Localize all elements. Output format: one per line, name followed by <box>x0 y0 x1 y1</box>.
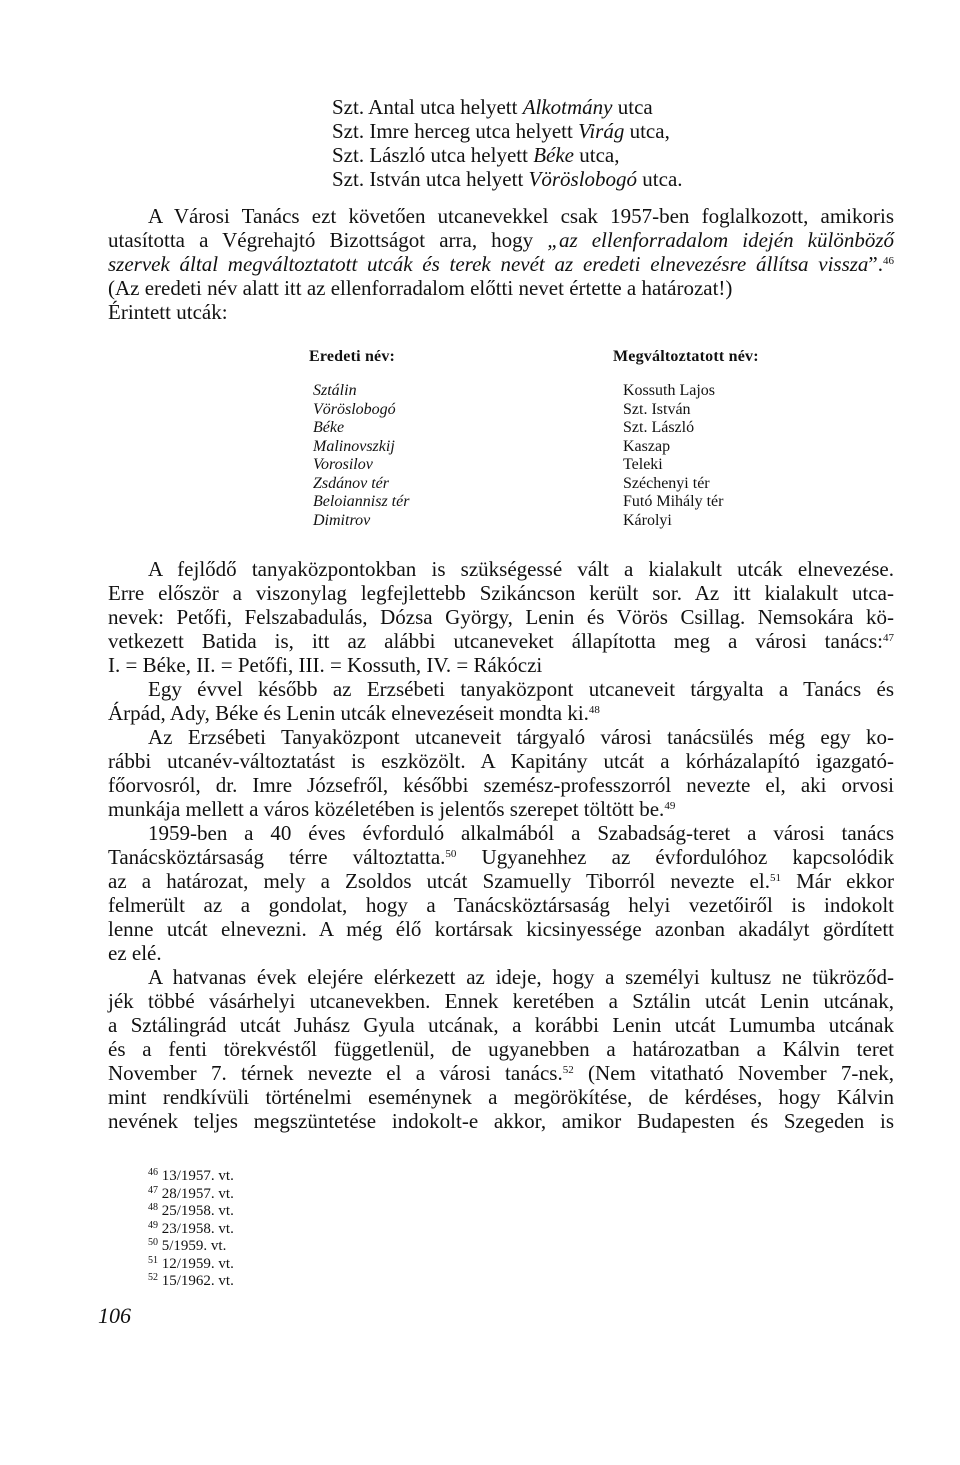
footnote: $^{46}$ 13/1957. vt. <box>148 1167 234 1184</box>
text-line: utasította a Végrehajtó Bizottságot arra, hogy „az ellenforradalom idején különböző <box>108 228 894 252</box>
footnote: $^{49}$ 23/1958. vt. <box>148 1219 234 1237</box>
footnotes <box>148 1168 234 1291</box>
footnote: $^{48}$ 25/1958. vt. <box>148 1202 234 1219</box>
text-line: A hatvanas évek elejére elérkezett az ideje, hogy a személyi kultusz ne tükröződ- <box>148 965 894 989</box>
table-cell: Szt. László <box>623 419 695 436</box>
text-line: mint rendkívüli történelmi eseménynek a megörökítése, de kérdéses, hogy Kálvin <box>108 1085 894 1109</box>
table-cell: Sztálin <box>313 382 357 399</box>
original-names-column <box>313 382 409 530</box>
text-line: nevének teljes megszüntetése indokolt-e akkor, amikor Budapesten és Szegeden is <box>108 1109 894 1133</box>
text-line: jék többé vásárhelyi utcanevekben. Ennek keretében a Sztálin utcát Lenin utcának, <box>108 989 894 1013</box>
footnote-ref: 52 <box>562 1064 574 1076</box>
text-line: szervek által megváltoztatott utcák és terek nevét az eredeti elnevezésre állítsa vissza”.$^{46}$ <box>108 252 894 276</box>
page-number: 106 <box>98 1303 131 1328</box>
text-line: a Sztálingrád utcát Juhász Gyula utcának, a korábbi Lenin utcát Lumumba utcának <box>108 1013 894 1037</box>
table-cell: Vorosilov <box>313 456 373 473</box>
footnote: $^{50}$ 5/1959. vt. <box>148 1237 227 1254</box>
text-line: I. = Béke, II. = Petőfi, III. = Kossuth, IV. = Rákóczi <box>108 653 543 677</box>
table-cell: Béke <box>313 419 345 436</box>
table-cell: Szt. István <box>623 400 691 418</box>
text-line: A fejlődő tanyaközpontokban is szükségessé vált a kialakult utcák elnevezése. <box>148 557 894 581</box>
list-item: Szt. Imre herceg utca helyett Virág utca, <box>332 119 670 143</box>
footnote-ref: 48 <box>588 704 600 716</box>
text-line: November 7. térnek nevezte el a városi tanács.$^{52}$ (Nem vitatható November 7-nek, <box>108 1061 894 1085</box>
text-line: Erre először a viszonylag legfejlettebb Szikáncson került sor. Az itt kialakult utca- <box>108 581 894 605</box>
footnote-ref: 46 <box>883 255 894 267</box>
text-line: az a határozat, mely a Zsoldos utcát Szamuelly Tiborról nevezte el.$^{51}$ Már ekkor <box>108 869 894 893</box>
footnote-ref: 47 <box>883 632 894 644</box>
footnote: $^{52}$ 15/1962. vt. <box>148 1272 234 1289</box>
table-cell: Kossuth Lajos <box>623 382 715 399</box>
footnote-ref: 50 <box>445 848 457 860</box>
text-line: Tanácsköztársaság térre változtatta.$^{50}$ Ugyanehhez az évfordulóhoz kapcsolódik <box>108 845 894 869</box>
changed-names-column <box>623 382 723 530</box>
text-line: munkája mellett a város közéletében is jelentős szerepet töltött be.$^{49}$ <box>108 797 676 821</box>
text-line: Egy évvel később az Erzsébeti tanyaközpont utcaneveit tárgyalta a Tanács és <box>148 677 894 701</box>
table-cell: Futó Mihály tér <box>623 493 724 510</box>
text-line: felmerült az a gondolat, hogy a Tanácsköztársaság helyi vezetőiről is indokolt <box>108 893 894 917</box>
list-item: Szt. István utca helyett Vöröslobogó utca. <box>332 167 683 191</box>
text-line: (Az eredeti név alatt itt az ellenforradalom előtti nevet értette a határozat!) <box>108 276 733 300</box>
footnote: $^{51}$ 12/1959. vt. <box>148 1254 234 1272</box>
table-cell: Károlyi <box>623 511 672 529</box>
table-cell: Beloiannisz tér <box>313 493 410 510</box>
table-cell: Dimitrov <box>313 511 371 529</box>
text-line: 1959-ben a 40 éves évforduló alkalmából a Szabadság-teret a városi tanács <box>148 821 894 845</box>
column-header-original: Eredeti név: <box>309 348 396 365</box>
text-line: lenne utcát elnevezni. A még élő kortársak kicsinyessége azonban akadályt gördített <box>108 917 894 941</box>
list-item: Szt. László utca helyett Béke utca, <box>332 143 620 167</box>
column-header-changed: Megváltoztatott név: <box>613 348 759 365</box>
text-line: Árpád, Ady, Béke és Lenin utcák elnevezéseit mondta ki.$^{48}$ <box>108 701 600 725</box>
table-cell: Teleki <box>623 456 663 473</box>
text-line: ez elé. <box>108 941 162 965</box>
text-line: Az Erzsébeti Tanyaközpont utcaneveit tárgyaló városi tanácsülés még egy ko- <box>148 725 894 749</box>
table-cell: Széchenyi tér <box>623 474 710 492</box>
footnote: $^{47}$ 28/1957. vt. <box>148 1184 234 1202</box>
text-line: főorvosról, dr. Imre Józsefről, későbbi szemész-professzorról nevezte el, aki orvosi <box>108 773 894 797</box>
table-cell: Zsdánov tér <box>313 474 389 492</box>
text-line: rábbi utcanév-változtatást is eszközölt. A Kapitány utcát a kórházalapító igazgató- <box>108 749 894 773</box>
footnote-ref: 49 <box>664 800 676 812</box>
text-line: Érintett utcák: <box>108 300 228 324</box>
text-line: vetkezett Batida is, itt az alábbi utcaneveket állapította meg a városi tanács:$^{47}$ <box>108 629 894 653</box>
footnote-ref: 51 <box>769 872 781 884</box>
text-line: nevek: Petőfi, Felszabadulás, Dózsa György, Lenin és Vörös Csillag. Nemsokára kö- <box>108 605 894 629</box>
table-cell: Malinovszkij <box>313 437 395 455</box>
table-cell: Kaszap <box>623 437 671 455</box>
text-line: és a fenti törekvéstől függetlenül, de ugyanebben a határozatban a Kálvin teret <box>108 1037 894 1061</box>
text-line: A Városi Tanács ezt követően utcanevekkel csak 1957-ben foglalkozott, amikoris <box>148 204 894 228</box>
table-cell: Vöröslobogó <box>313 400 396 418</box>
list-item: Szt. Antal utca helyett Alkotmány utca <box>332 95 653 119</box>
